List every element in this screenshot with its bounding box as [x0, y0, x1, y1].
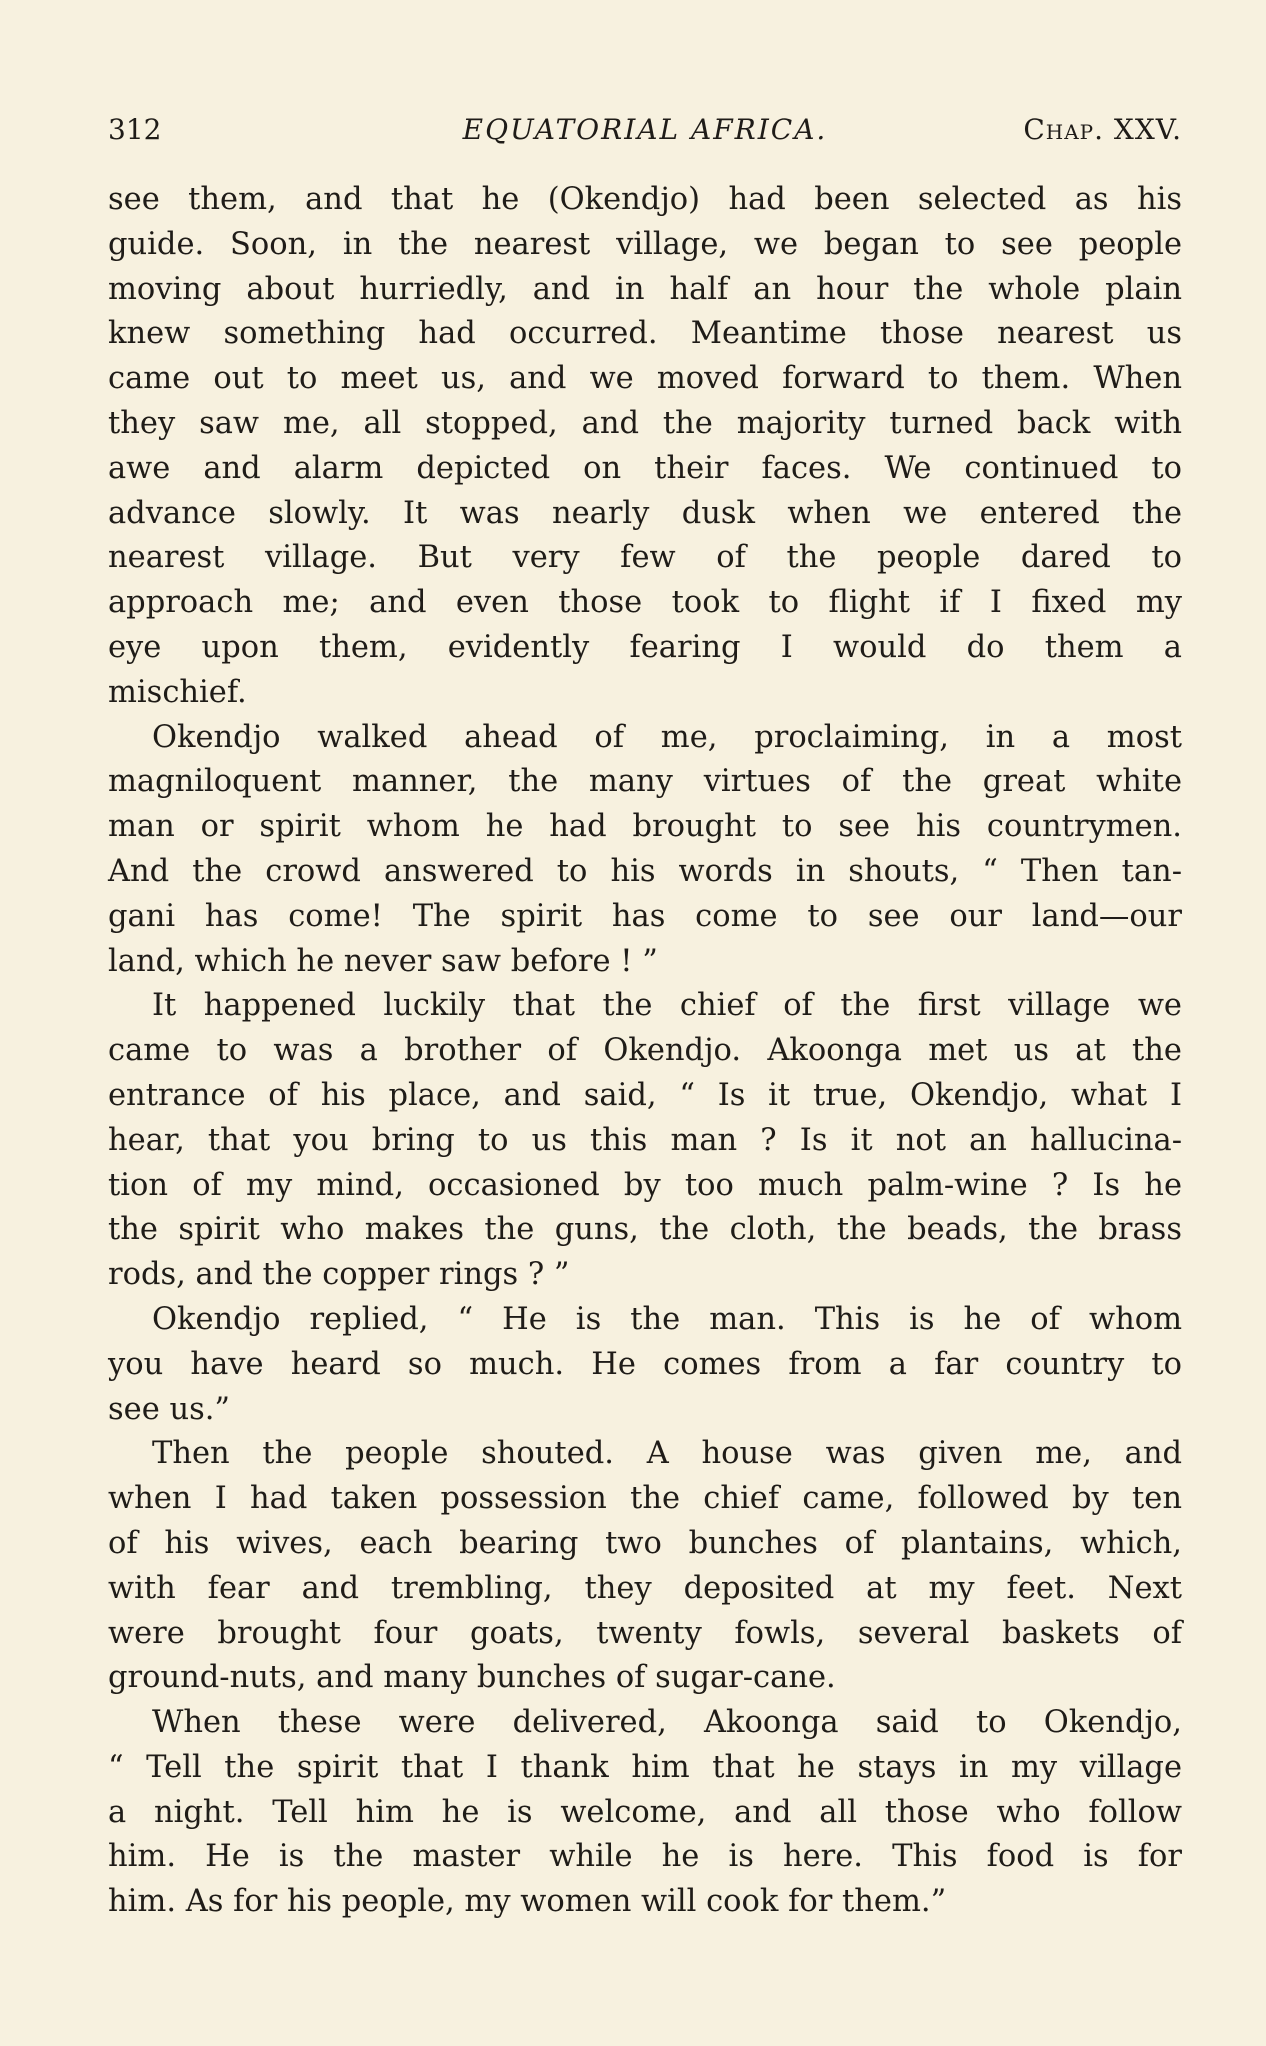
text-line: tion of my mind, occasioned by too much palm-wine ? Is he — [108, 1167, 1182, 1203]
text-line: him. As for his people, my women will cook for them.” — [108, 1884, 947, 1920]
text-line: hear, that you bring to us this man ? Is it not an hallucina- — [108, 1122, 1182, 1158]
text-line: “ Tell the spirit that I thank him that he stays in my village — [108, 1749, 1182, 1785]
text-line: a night. Tell him he is welcome, and all those who follow — [108, 1794, 1182, 1830]
text-line: Okendjo walked ahead of me, proclaiming, in a most — [152, 719, 1182, 755]
text-line: see us.” — [108, 1391, 231, 1427]
text-line: gani has come! The spirit has come to see our land—our — [108, 898, 1182, 934]
page-number: 312 — [108, 113, 162, 146]
text-line: came out to meet us, and we moved forward to them. When — [108, 361, 1182, 397]
text-line: It happened luckily that the chief of the first village we — [152, 988, 1182, 1024]
text-line: approach me; and even those took to flight if I fixed my — [108, 585, 1182, 621]
text-line: nearest village. But very few of the people dared to — [108, 540, 1182, 576]
text-line: rods, and the copper rings ? ” — [108, 1257, 570, 1293]
text-line: see them, and that he (Okendjo) had been selected as his — [108, 182, 1182, 217]
running-head — [108, 110, 1182, 150]
text-line: mischief. — [108, 674, 247, 710]
text-line: Then the people shouted. A house was given me, and — [152, 1436, 1182, 1472]
text-line: When these were delivered, Akoonga said to Okendjo, — [152, 1705, 1182, 1741]
text-line: with fear and trembling, they deposited at my feet. Next — [108, 1570, 1182, 1606]
text-line: when I had taken possession the chief came, followed by ten — [108, 1481, 1182, 1517]
text-line: magniloquent manner, the many virtues of the great white — [108, 764, 1182, 800]
text-line: him. He is the master while he is here. This food is for — [108, 1839, 1182, 1875]
text-line: they saw me, all stopped, and the majority turned back with — [108, 405, 1182, 441]
text-line: of his wives, each bearing two bunches of plantains, which, — [108, 1525, 1182, 1561]
text-line: moving about hurriedly, and in half an hour the whole plain — [108, 271, 1182, 307]
text-line: came to was a brother of Okendjo. Akoonga met us at the — [108, 1033, 1182, 1069]
chapter-reference: Chap. XXV. — [1023, 113, 1182, 146]
text-line: guide. Soon, in the nearest village, we began to see people — [108, 226, 1182, 262]
text-line: Okendjo replied, “ He is the man. This is he of whom — [152, 1301, 1182, 1337]
text-line: land, which he never saw before ! ” — [108, 943, 658, 979]
body-text — [108, 178, 1182, 1925]
text-line: advance slowly. It was nearly dusk when we entered the — [108, 495, 1182, 531]
text-line: entrance of his place, and said, “ Is it true, Okendjo, what I — [108, 1077, 1182, 1113]
text-line: And the crowd answered to his words in shouts, “ Then tan- — [108, 853, 1182, 889]
text-line: were brought four goats, twenty fowls, several baskets of — [108, 1615, 1182, 1651]
text-line: awe and alarm depicted on their faces. We continued to — [108, 450, 1182, 486]
text-line: man or spirit whom he had brought to see his countrymen. — [108, 809, 1182, 845]
text-line: eye upon them, evidently fearing I would do them a — [108, 629, 1182, 665]
text-line: knew something had occurred. Meantime those nearest us — [108, 316, 1182, 352]
text-line: you have heard so much. He comes from a far country to — [108, 1346, 1182, 1382]
text-line: the spirit who makes the guns, the cloth, the beads, the brass — [108, 1212, 1182, 1248]
running-title: EQUATORIAL AFRICA. — [462, 113, 828, 146]
text-line: ground-nuts, and many bunches of sugar-cane. — [108, 1660, 836, 1696]
